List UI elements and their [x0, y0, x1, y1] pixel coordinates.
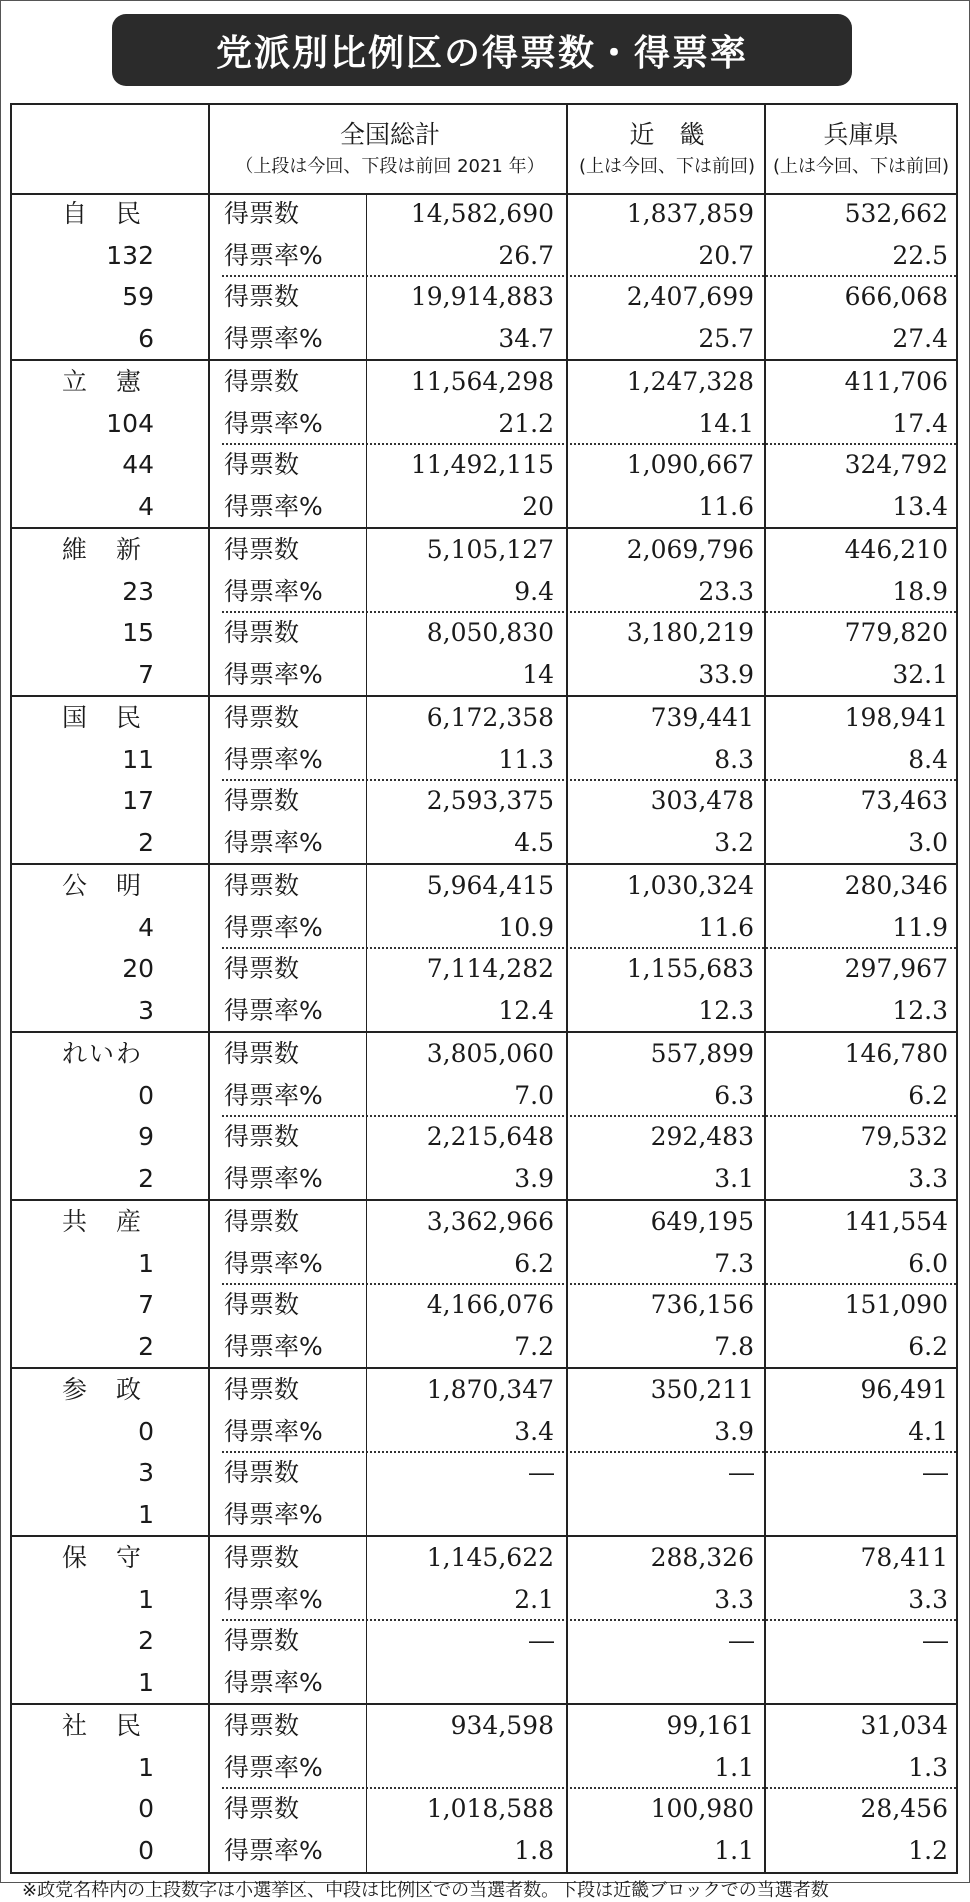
table-row: [12, 654, 956, 696]
seat-count: 1: [138, 1499, 154, 1529]
hyogo-value: 12.3: [892, 995, 948, 1025]
national-value: 1,018,588: [426, 1794, 554, 1823]
seat-count: 59: [122, 282, 154, 311]
kinki-value: 303,478: [650, 786, 754, 815]
seat-count: 2: [138, 1626, 154, 1655]
party-name: 保 守: [62, 1543, 144, 1572]
table-header: [12, 105, 956, 195]
party-block: [12, 865, 956, 1033]
hyogo-value: 3.0: [908, 827, 948, 857]
national-value: 26.7: [498, 240, 554, 270]
table-row: [12, 907, 956, 949]
party-block: [12, 529, 956, 697]
hyogo-value: 11.9: [892, 912, 948, 942]
row-label: 得票率%: [224, 1584, 323, 1614]
party-name: 自 民: [62, 199, 144, 228]
hyogo-value: 17.4: [892, 408, 948, 438]
national-value: 7.0: [514, 1080, 554, 1110]
table-row: [12, 529, 956, 571]
header-kinki: [568, 105, 766, 193]
table-row: [12, 1662, 956, 1704]
seat-count: 1: [138, 1584, 154, 1614]
table-row: [12, 1830, 956, 1872]
kinki-value: 33.9: [698, 659, 754, 689]
kinki-value: 7.8: [714, 1331, 754, 1361]
table-row: [12, 235, 956, 277]
row-label: 得票数: [224, 282, 300, 311]
seat-count: 4: [138, 491, 154, 521]
header-kinki-title: 近 畿: [629, 120, 705, 149]
party-name: 立 憲: [62, 367, 144, 396]
table-row: [12, 948, 956, 990]
kinki-value: 3.1: [714, 1163, 754, 1193]
kinki-value: 1,090,667: [626, 450, 754, 479]
row-label: 得票率%: [224, 491, 323, 521]
table-row: [12, 1158, 956, 1200]
hyogo-value: ―: [923, 1626, 948, 1655]
national-value: ―: [529, 1458, 554, 1487]
row-label: 得票率%: [224, 1835, 323, 1865]
kinki-value: ―: [729, 1626, 754, 1655]
hyogo-value: 8.4: [908, 744, 948, 774]
national-value: 3.9: [514, 1163, 554, 1193]
table-row: [12, 612, 956, 654]
table-row: [12, 1243, 956, 1285]
kinki-value: 1.1: [714, 1835, 754, 1865]
kinki-value: 7.3: [714, 1248, 754, 1278]
party-name: れいわ: [62, 1039, 144, 1068]
hyogo-value: 666,068: [844, 282, 948, 311]
row-label: 得票数: [224, 1711, 300, 1740]
hyogo-value: 18.9: [892, 576, 948, 606]
hyogo-value: 6.2: [908, 1331, 948, 1361]
table-row: [12, 1747, 956, 1789]
kinki-value: 288,326: [650, 1543, 754, 1572]
hyogo-value: 96,491: [860, 1375, 948, 1404]
row-label: 得票数: [224, 786, 300, 815]
kinki-value: 8.3: [714, 744, 754, 774]
national-value: 2,593,375: [426, 786, 554, 815]
header-national-note: （上段は今回、下段は前回 2021 年）: [235, 156, 545, 177]
hyogo-value: 446,210: [844, 535, 948, 564]
seat-count: 2: [138, 1163, 154, 1193]
table-row: [12, 1537, 956, 1579]
header-hyogo: [766, 105, 956, 193]
column-divider: [366, 193, 367, 1872]
kinki-value: 11.6: [698, 491, 754, 521]
kinki-value: 1,030,324: [626, 871, 754, 900]
row-label: 得票率%: [224, 1752, 323, 1782]
party-name: 共 産: [62, 1207, 144, 1236]
party-block: [12, 1201, 956, 1369]
row-label: 得票数: [224, 1122, 300, 1151]
row-label: 得票率%: [224, 995, 323, 1025]
seat-count: 44: [122, 450, 154, 479]
column-divider: [208, 105, 210, 1872]
kinki-value: 100,980: [650, 1794, 754, 1823]
party-block: [12, 1537, 956, 1705]
seat-count: 0: [138, 1835, 154, 1865]
seat-count: 7: [138, 659, 154, 689]
national-value: 5,964,415: [426, 871, 554, 900]
seat-count: 3: [138, 995, 154, 1025]
row-label: 得票数: [224, 1543, 300, 1572]
table-row: [12, 1369, 956, 1411]
kinki-value: 736,156: [650, 1290, 754, 1319]
row-label: 得票率%: [224, 1416, 323, 1446]
national-value: 2,215,648: [426, 1122, 554, 1151]
seat-count: 2: [138, 827, 154, 857]
row-label: 得票率%: [224, 827, 323, 857]
row-label: 得票数: [224, 450, 300, 479]
hyogo-value: 141,554: [844, 1207, 948, 1236]
hyogo-value: ―: [923, 1458, 948, 1487]
party-block: [12, 361, 956, 529]
kinki-value: 3,180,219: [626, 618, 754, 647]
party-name: 国 民: [62, 703, 144, 732]
hyogo-value: 73,463: [860, 786, 948, 815]
national-value: 3,362,966: [426, 1207, 554, 1236]
row-label: 得票数: [224, 535, 300, 564]
national-value: 6,172,358: [426, 703, 554, 732]
party-name: 維 新: [62, 535, 144, 564]
seat-count: 15: [122, 618, 154, 647]
kinki-value: 3.9: [714, 1416, 754, 1446]
hyogo-value: 6.2: [908, 1080, 948, 1110]
page-title: 党派別比例区の得票数・得票率: [112, 14, 852, 86]
national-value: 11,492,115: [410, 450, 554, 479]
hyogo-value: 32.1: [892, 659, 948, 689]
hyogo-value: 532,662: [844, 199, 948, 228]
row-label: 得票率%: [224, 1331, 323, 1361]
table-row: [12, 276, 956, 318]
national-value: 21.2: [498, 408, 554, 438]
seat-count: 4: [138, 912, 154, 942]
party-block: [12, 1033, 956, 1201]
row-label: 得票率%: [224, 240, 323, 270]
national-value: 12.4: [498, 995, 554, 1025]
hyogo-value: 27.4: [892, 323, 948, 353]
footnote: ※政党名枠内の上段数字は小選挙区、中段は比例区での当選者数。下段は近畿ブロックでの当選者数: [22, 1880, 829, 1901]
kinki-value: 20.7: [698, 240, 754, 270]
row-label: 得票数: [224, 1626, 300, 1655]
table-row: [12, 318, 956, 360]
table-row: [12, 403, 956, 445]
party-block: [12, 697, 956, 865]
table-row: [12, 1411, 956, 1453]
table-row: [12, 822, 956, 864]
national-value: 10.9: [498, 912, 554, 942]
header-national-title: 全国総計: [339, 120, 440, 149]
table-row: [12, 990, 956, 1032]
kinki-value: 23.3: [698, 576, 754, 606]
hyogo-value: 411,706: [844, 367, 948, 396]
table-row: [12, 1201, 956, 1243]
table-row: [12, 865, 956, 907]
kinki-value: 292,483: [650, 1122, 754, 1151]
national-value: ―: [529, 1626, 554, 1655]
row-label: 得票率%: [224, 744, 323, 774]
party-block: [12, 1705, 956, 1871]
kinki-value: 12.3: [698, 995, 754, 1025]
seat-count: 1: [138, 1667, 154, 1697]
row-label: 得票率%: [224, 659, 323, 689]
row-label: 得票率%: [224, 1163, 323, 1193]
results-table: [10, 103, 958, 1874]
national-value: 9.4: [514, 576, 554, 606]
seat-count: 23: [122, 576, 154, 606]
seat-count: 1: [138, 1248, 154, 1278]
header-national: [212, 105, 568, 193]
national-value: 4,166,076: [426, 1290, 554, 1319]
row-label: 得票数: [224, 618, 300, 647]
table-row: [12, 361, 956, 403]
national-value: 5,105,127: [426, 535, 554, 564]
row-label: 得票率%: [224, 1499, 323, 1529]
seat-count: 6: [138, 323, 154, 353]
national-value: 1,870,347: [426, 1375, 554, 1404]
table-row: [12, 1075, 956, 1117]
national-value: 3.4: [514, 1416, 554, 1446]
national-value: 7,114,282: [426, 954, 554, 983]
seat-count: 9: [138, 1122, 154, 1151]
table-row: [12, 697, 956, 739]
table-row: [12, 193, 956, 235]
national-value: 6.2: [514, 1248, 554, 1278]
seat-count: 3: [138, 1458, 154, 1487]
kinki-value: 1.1: [714, 1752, 754, 1782]
row-label: 得票率%: [224, 1667, 323, 1697]
kinki-value: 99,161: [666, 1711, 754, 1740]
kinki-value: 6.3: [714, 1080, 754, 1110]
seat-count: 2: [138, 1331, 154, 1361]
table-row: [12, 1326, 956, 1368]
hyogo-value: 3.3: [908, 1584, 948, 1614]
national-value: 3,805,060: [426, 1039, 554, 1068]
table-row: [12, 571, 956, 613]
table-row: [12, 1452, 956, 1494]
party-block: [12, 193, 956, 361]
seat-count: 1: [138, 1752, 154, 1782]
column-divider: [566, 105, 568, 1872]
hyogo-value: 324,792: [844, 450, 948, 479]
row-label: 得票率%: [224, 1248, 323, 1278]
kinki-value: 1,247,328: [626, 367, 754, 396]
row-label: 得票数: [224, 1794, 300, 1823]
hyogo-value: 1.3: [908, 1752, 948, 1782]
row-label: 得票数: [224, 367, 300, 396]
party-name: 公 明: [62, 871, 144, 900]
national-value: 4.5: [514, 827, 554, 857]
row-label: 得票数: [224, 1207, 300, 1236]
hyogo-value: 146,780: [844, 1039, 948, 1068]
hyogo-value: 31,034: [860, 1711, 948, 1740]
row-label: 得票数: [224, 871, 300, 900]
kinki-value: 2,069,796: [626, 535, 754, 564]
seat-count: 104: [106, 408, 154, 438]
table-row: [12, 780, 956, 822]
row-label: 得票数: [224, 199, 300, 228]
seat-count: 0: [138, 1794, 154, 1823]
national-value: 14,582,690: [410, 199, 554, 228]
kinki-value: 14.1: [698, 408, 754, 438]
national-value: 34.7: [498, 323, 554, 353]
hyogo-value: 1.2: [908, 1835, 948, 1865]
row-label: 得票数: [224, 1039, 300, 1068]
table-row: [12, 486, 956, 528]
row-label: 得票数: [224, 954, 300, 983]
kinki-value: 1,837,859: [626, 199, 754, 228]
national-value: 934,598: [450, 1711, 554, 1740]
national-value: 8,050,830: [426, 618, 554, 647]
column-divider: [764, 105, 766, 1872]
party-name: 社 民: [62, 1711, 144, 1740]
hyogo-value: 297,967: [844, 954, 948, 983]
table-row: [12, 1116, 956, 1158]
hyogo-value: 280,346: [844, 871, 948, 900]
national-value: 14: [522, 659, 554, 689]
hyogo-value: 3.3: [908, 1163, 948, 1193]
table-row: [12, 1284, 956, 1326]
party-block: [12, 1369, 956, 1537]
national-value: 2.1: [514, 1584, 554, 1614]
seat-count: 7: [138, 1290, 154, 1319]
seat-count: 17: [122, 786, 154, 815]
hyogo-value: 28,456: [860, 1794, 948, 1823]
row-label: 得票率%: [224, 1080, 323, 1110]
kinki-value: 557,899: [650, 1039, 754, 1068]
row-label: 得票率%: [224, 323, 323, 353]
row-label: 得票数: [224, 703, 300, 732]
hyogo-value: 6.0: [908, 1248, 948, 1278]
table-row: [12, 1705, 956, 1747]
hyogo-value: 22.5: [892, 240, 948, 270]
seat-count: 132: [106, 240, 154, 270]
table-row: [12, 1494, 956, 1536]
kinki-value: 350,211: [650, 1375, 754, 1404]
hyogo-value: 78,411: [860, 1543, 948, 1572]
hyogo-value: 151,090: [844, 1290, 948, 1319]
national-value: 11.3: [498, 744, 554, 774]
kinki-value: 3.2: [714, 827, 754, 857]
seat-count: 11: [122, 744, 154, 774]
hyogo-value: 13.4: [892, 491, 948, 521]
table-row: [12, 1033, 956, 1075]
kinki-value: 2,407,699: [626, 282, 754, 311]
table-row: [12, 444, 956, 486]
national-value: 1.8: [514, 1835, 554, 1865]
row-label: 得票率%: [224, 408, 323, 438]
table-row: [12, 1620, 956, 1662]
kinki-value: 649,195: [650, 1207, 754, 1236]
national-value: 19,914,883: [410, 282, 554, 311]
hyogo-value: 779,820: [844, 618, 948, 647]
kinki-value: 11.6: [698, 912, 754, 942]
row-label: 得票率%: [224, 912, 323, 942]
seat-count: 0: [138, 1416, 154, 1446]
hyogo-value: 79,532: [860, 1122, 948, 1151]
hyogo-value: 4.1: [908, 1416, 948, 1446]
seat-count: 20: [122, 954, 154, 983]
header-hyogo-title: 兵庫県: [823, 120, 899, 149]
kinki-value: 25.7: [698, 323, 754, 353]
national-value: 7.2: [514, 1331, 554, 1361]
table-row: [12, 1788, 956, 1830]
row-label: 得票数: [224, 1290, 300, 1319]
header-kinki-note: (上は今回、下は前回): [578, 156, 756, 177]
national-value: 11,564,298: [410, 367, 554, 396]
national-value: 1,145,622: [426, 1543, 554, 1572]
header-hyogo-note: (上は今回、下は前回): [772, 156, 950, 177]
hyogo-value: 198,941: [844, 703, 948, 732]
kinki-value: 1,155,683: [626, 954, 754, 983]
kinki-value: 3.3: [714, 1584, 754, 1614]
table-row: [12, 739, 956, 781]
seat-count: 0: [138, 1080, 154, 1110]
kinki-value: 739,441: [650, 703, 754, 732]
row-label: 得票数: [224, 1458, 300, 1487]
party-name: 参 政: [62, 1375, 144, 1404]
table-row: [12, 1579, 956, 1621]
national-value: 20: [522, 491, 554, 521]
row-label: 得票数: [224, 1375, 300, 1404]
kinki-value: ―: [729, 1458, 754, 1487]
row-label: 得票率%: [224, 576, 323, 606]
